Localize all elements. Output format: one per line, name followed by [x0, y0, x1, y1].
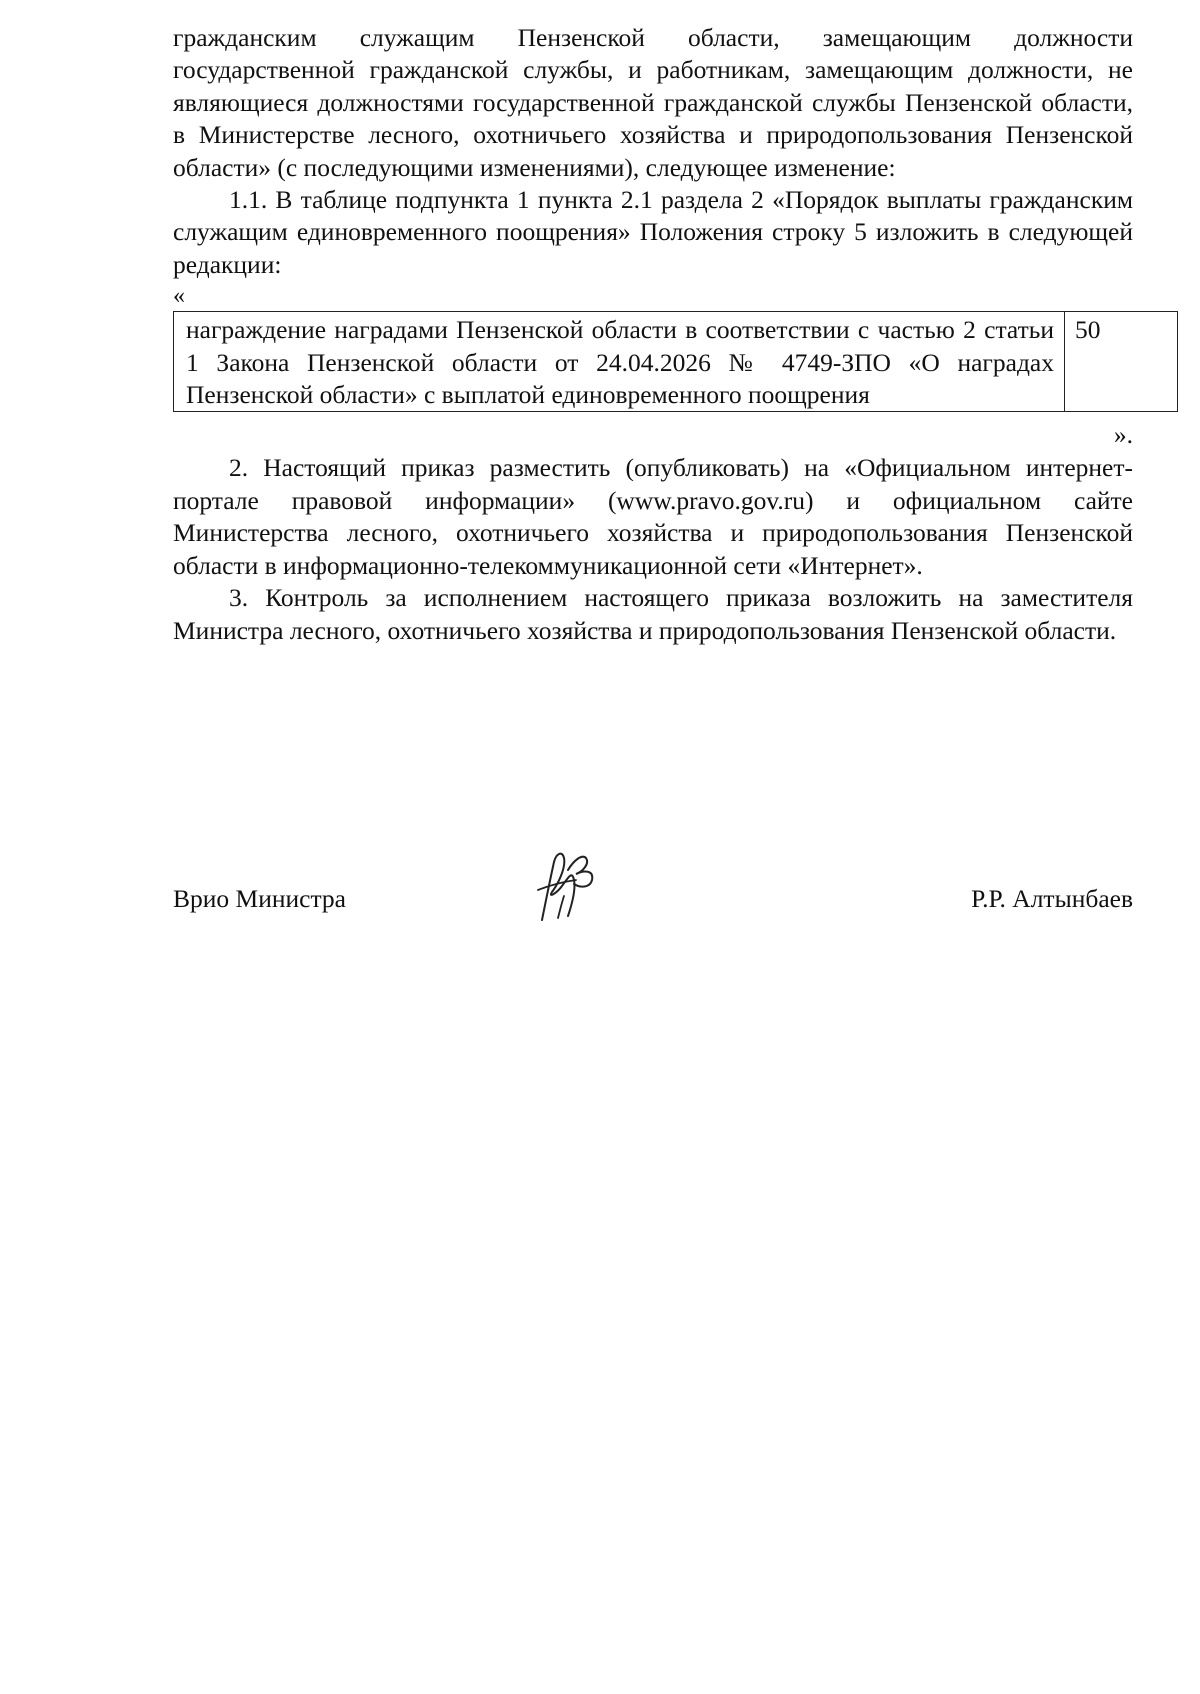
quote-open-mark: «: [173, 283, 185, 310]
table-cell-value: 50: [1065, 312, 1178, 412]
document-body: [173, 22, 1133, 647]
intro-paragraph: гражданским служащим Пензенской области, замещающим должности государственной гражданской службы, и работникам, замещающим должности, не являющиеся должностями государственной гражданской службы Пензенской области, в Министерстве лесного, охотничьего хозяйства и природопользования Пензенской области» (с последующими изменениями), следующее изменение:: [173, 23, 1133, 182]
position-title: Врио Министра: [173, 884, 346, 913]
amendment-table: [173, 311, 1178, 412]
paragraph-2: 2. Настоящий приказ разместить (опубликовать) на «Официальном интернет-портале правовой информации» (www.pravo.gov.ru) и официальном сайте Министерства лесного, охотничьего хозяйства и природопользования Пензенской области в информационно-телекоммуникационной сети «Интернет».: [173, 453, 1133, 580]
paragraph-3: 3. Контроль за исполнением настоящего приказа возложить на заместителя Министра лесного, охотничьего хозяйства и природопользования Пензенской области.: [173, 583, 1133, 645]
signer-name: Р.Р. Алтынбаев: [971, 884, 1133, 913]
handwritten-signature: [528, 840, 608, 928]
table-row: [174, 312, 1178, 412]
paragraph-1-1: 1.1. В таблице подпункта 1 пункта 2.1 раздела 2 «Порядок выплаты гражданским служащим единовременного поощрения» Положения строку 5 изложить в следующей редакции:: [173, 185, 1133, 279]
signature-block: [173, 868, 1133, 928]
table-cell-description: награждение наградами Пензенской области в соответствии с частью 2 статьи 1 Закона Пензенской области от 24.04.2026 № 4749-ЗПО «О наградах Пензенской области» с выплатой единовременного поощрения: [174, 312, 1065, 412]
quote-close-mark: ».: [1113, 420, 1133, 450]
